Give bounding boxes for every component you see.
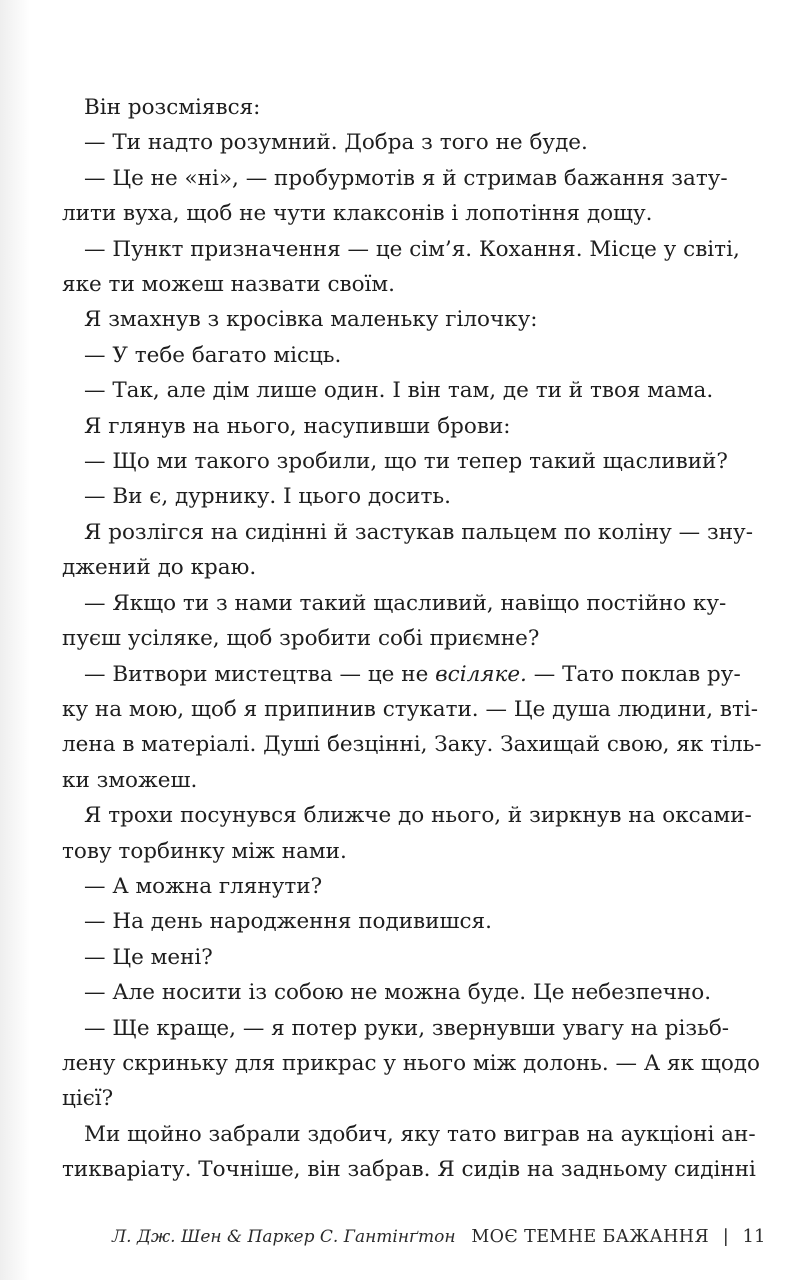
text-line: Я змахнув з кросівка маленьку гілочку: (84, 307, 538, 333)
text-line: — Так, але дім лише один. І він там, де ти й твоя мама. (84, 378, 714, 404)
text-line: пуєш усіляке, щоб зробити собі приємне? (62, 626, 540, 652)
text-line: — Ще краще, — я потер руки, звернувши увагу на різьб- (84, 1015, 730, 1041)
text-line: — Якщо ти з нами такий щасливий, навіщо постійно ку- (84, 590, 727, 616)
running-footer (112, 1226, 766, 1247)
text-line: — Ти надто розумний. Добра з того не буде. (84, 130, 588, 156)
text-line: цієї? (62, 1086, 114, 1112)
text-line: ку на мою, щоб я припинив стукати. — Це душа людини, вті- (62, 696, 759, 722)
text-line: лити вуха, щоб не чути клаксонів і лопотіння дощу. (62, 201, 653, 227)
italic-word: всіляке. (435, 661, 527, 687)
text-line: — У тебе багато місць. (84, 342, 342, 368)
page-number: 11 (742, 1226, 766, 1247)
text-line: ки зможеш. (62, 767, 198, 793)
text-line: яке ти можеш назвати своїм. (62, 272, 395, 298)
text-segment: — Тато поклав ру- (526, 661, 741, 687)
text-line: Я розлігся на сидінні й застукав пальцем по коліну — зну- (84, 519, 753, 545)
footer-separator: | (722, 1226, 729, 1247)
footer-authors: Л. Дж. Шен & Паркер С. Гантінґтон (112, 1227, 456, 1247)
text-line: — Це мені? (84, 944, 213, 970)
text-line: — Але носити із собою не можна буде. Це небезпечно. (84, 980, 712, 1006)
text-line: Він розсміявся: (84, 95, 261, 120)
text-line: лена в матеріалі. Душі безцінні, Заку. Захищай свою, як тіль- (62, 732, 762, 758)
text-line: — Пункт призначення — це сім’я. Кохання. Місце у світі, (84, 236, 740, 262)
text-line: — Що ми такого зробили, що ти тепер такий щасливий? (84, 449, 728, 475)
text-line: тову торбинку між нами. (62, 838, 347, 864)
text-line: тикваріату. Точніше, він забрав. Я сидів на задньому сидінні (62, 1157, 756, 1183)
footer-book-title: МОЄ ТЕМНЕ БАЖАННЯ (471, 1227, 709, 1247)
text-segment: — Витвори мистецтва — це не (84, 661, 436, 687)
text-line: лену скриньку для прикрас у нього між долонь. — А як щодо (62, 1050, 760, 1076)
text-line: джений до краю. (62, 555, 257, 581)
text-line: — На день народження подивишся. (84, 909, 492, 935)
text-line: Я глянув на нього, насупивши брови: (84, 413, 511, 439)
text-line: — Це не «ні», — пробурмотів я й стримав бажання зату- (84, 165, 728, 191)
text-line: Я трохи посунувся ближче до нього, й зиркнув на оксами- (84, 803, 752, 829)
text-line (84, 657, 741, 692)
page-body-text (62, 90, 762, 1188)
text-line: Ми щойно забрали здобич, яку тато виграв на аукціоні ан- (84, 1121, 756, 1147)
text-line: — А можна глянути? (84, 873, 323, 899)
text-line: — Ви є, дурнику. І цього досить. (84, 484, 451, 510)
